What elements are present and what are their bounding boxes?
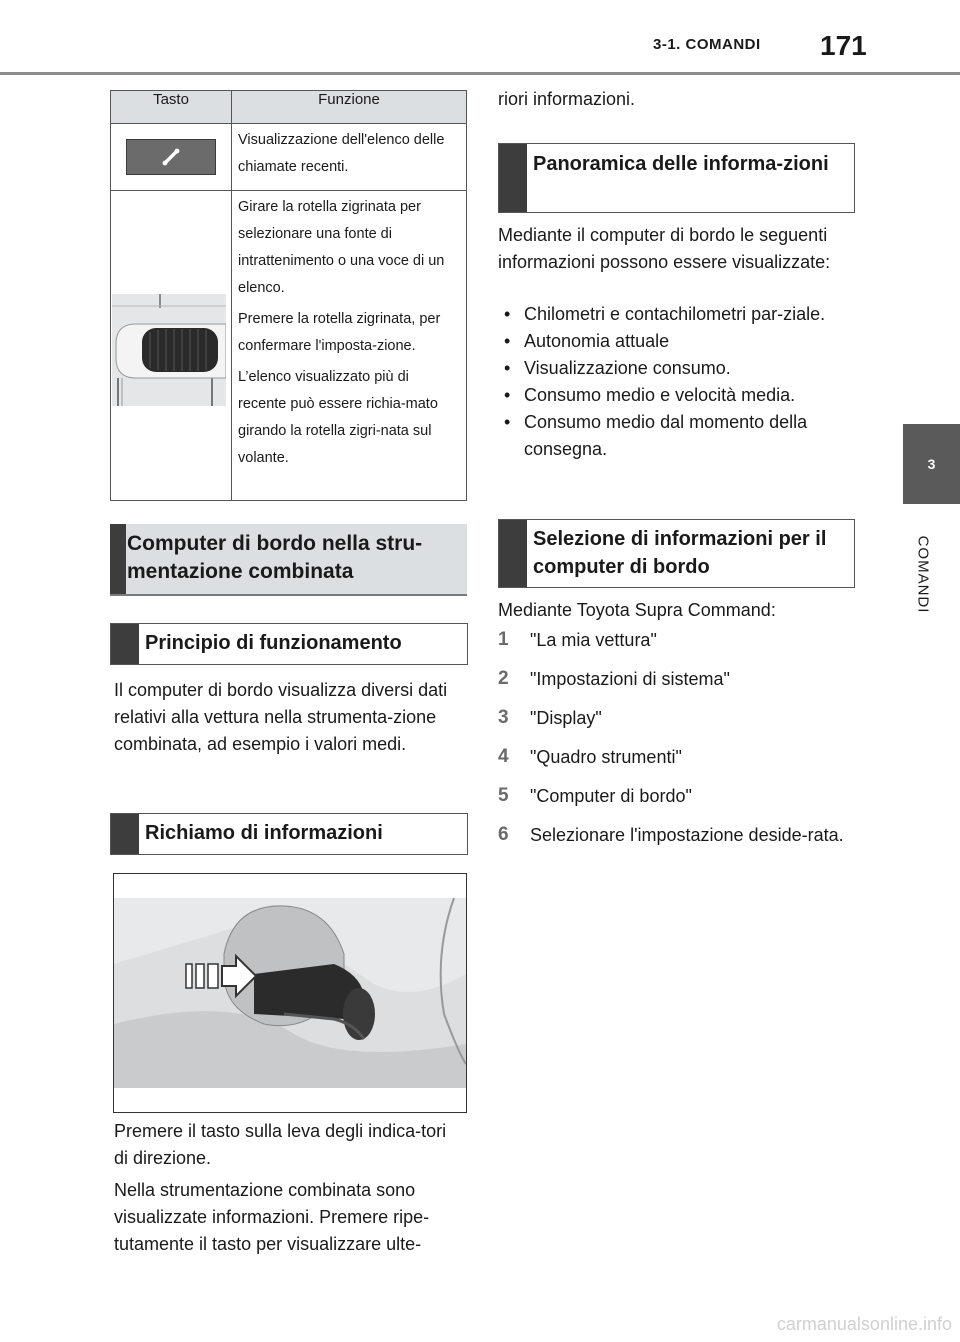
heading-panoramica: Panoramica delle informa-zioni bbox=[498, 143, 855, 213]
paragraph-premere: Premere il tasto sulla leva degli indica-tori di direzione. bbox=[114, 1121, 447, 1168]
table-header-key: Tasto bbox=[111, 91, 232, 124]
row2-function-p3: L’elenco visualizzato più di recente può essere richia-mato girando la rotella zigri-nata sul volante. bbox=[238, 369, 438, 466]
row2-function-p1: Girare la rotella zigrinata per selezionare una fonte di intrattenimento o una voce di un elenco. bbox=[238, 199, 445, 296]
list-item: • Visualizzazione consumo. bbox=[498, 355, 848, 382]
list-item: 1 "La mia vettura" bbox=[498, 629, 657, 650]
header-rule bbox=[0, 72, 960, 75]
chapter-side-label: COMANDI bbox=[914, 535, 932, 614]
list-item: • Chilometri e contachilometri par-ziale. bbox=[498, 301, 848, 328]
heading-computer-di-bordo: Computer di bordo nella stru-mentazione combinata bbox=[110, 524, 467, 596]
section-title: 3-1. COMANDI bbox=[653, 36, 761, 53]
phone-icon bbox=[126, 139, 216, 175]
row2-function-p2: Premere la rotella zigrinata, per confermare l'imposta-zione. bbox=[238, 311, 441, 354]
thumbwheel-icon bbox=[112, 294, 226, 406]
list-item: 2 "Impostazioni di sistema" bbox=[498, 668, 730, 689]
heading-richiamo: Richiamo di informazioni bbox=[110, 813, 468, 855]
table-row bbox=[111, 191, 467, 501]
list-item: 5 "Computer di bordo" bbox=[498, 785, 692, 806]
key-function-table bbox=[110, 90, 467, 501]
watermark: carmanualsonline.info bbox=[776, 1314, 952, 1334]
info-bullet-list bbox=[498, 301, 848, 463]
heading-principio: Principio di funzionamento bbox=[110, 623, 468, 665]
paragraph-principio: Il computer di bordo visualizza diversi dati relativi alla vettura nella strumenta-zione combinata, ad esempio i valori medi. bbox=[114, 680, 448, 754]
paragraph-mediante: Mediante il computer di bordo le seguenti informazioni possono essere visualizzate: bbox=[498, 225, 831, 272]
paragraph-command: Mediante Toyota Supra Command: bbox=[498, 600, 776, 620]
chapter-number: 3 bbox=[927, 456, 936, 472]
list-item: 6 Selezionare l'impostazione deside-rata. bbox=[498, 824, 844, 845]
page-number: 171 bbox=[820, 30, 867, 61]
list-item: • Consumo medio e velocità media. bbox=[498, 382, 848, 409]
list-item: • Consumo medio dal momento della consegna. bbox=[498, 409, 848, 463]
heading-selezione: Selezione di informazioni per il computer di bordo bbox=[498, 519, 855, 588]
list-item: • Autonomia attuale bbox=[498, 328, 848, 355]
list-item: 3 "Display" bbox=[498, 707, 602, 728]
steps-list bbox=[498, 625, 848, 859]
table-row bbox=[111, 124, 467, 191]
turn-signal-lever-image bbox=[113, 873, 467, 1113]
table-header-function: Funzione bbox=[232, 91, 467, 124]
list-item: 4 "Quadro strumenti" bbox=[498, 746, 682, 767]
row1-function: Visualizzazione dell'elenco delle chiamate recenti. bbox=[238, 132, 445, 175]
paragraph-nella: Nella strumentazione combinata sono visualizzate informazioni. Premere ripe-tutamente il tasto per visualizzare ulte- bbox=[114, 1180, 430, 1254]
paragraph-continued: riori informazioni. bbox=[498, 89, 636, 109]
chapter-tab bbox=[903, 424, 960, 504]
